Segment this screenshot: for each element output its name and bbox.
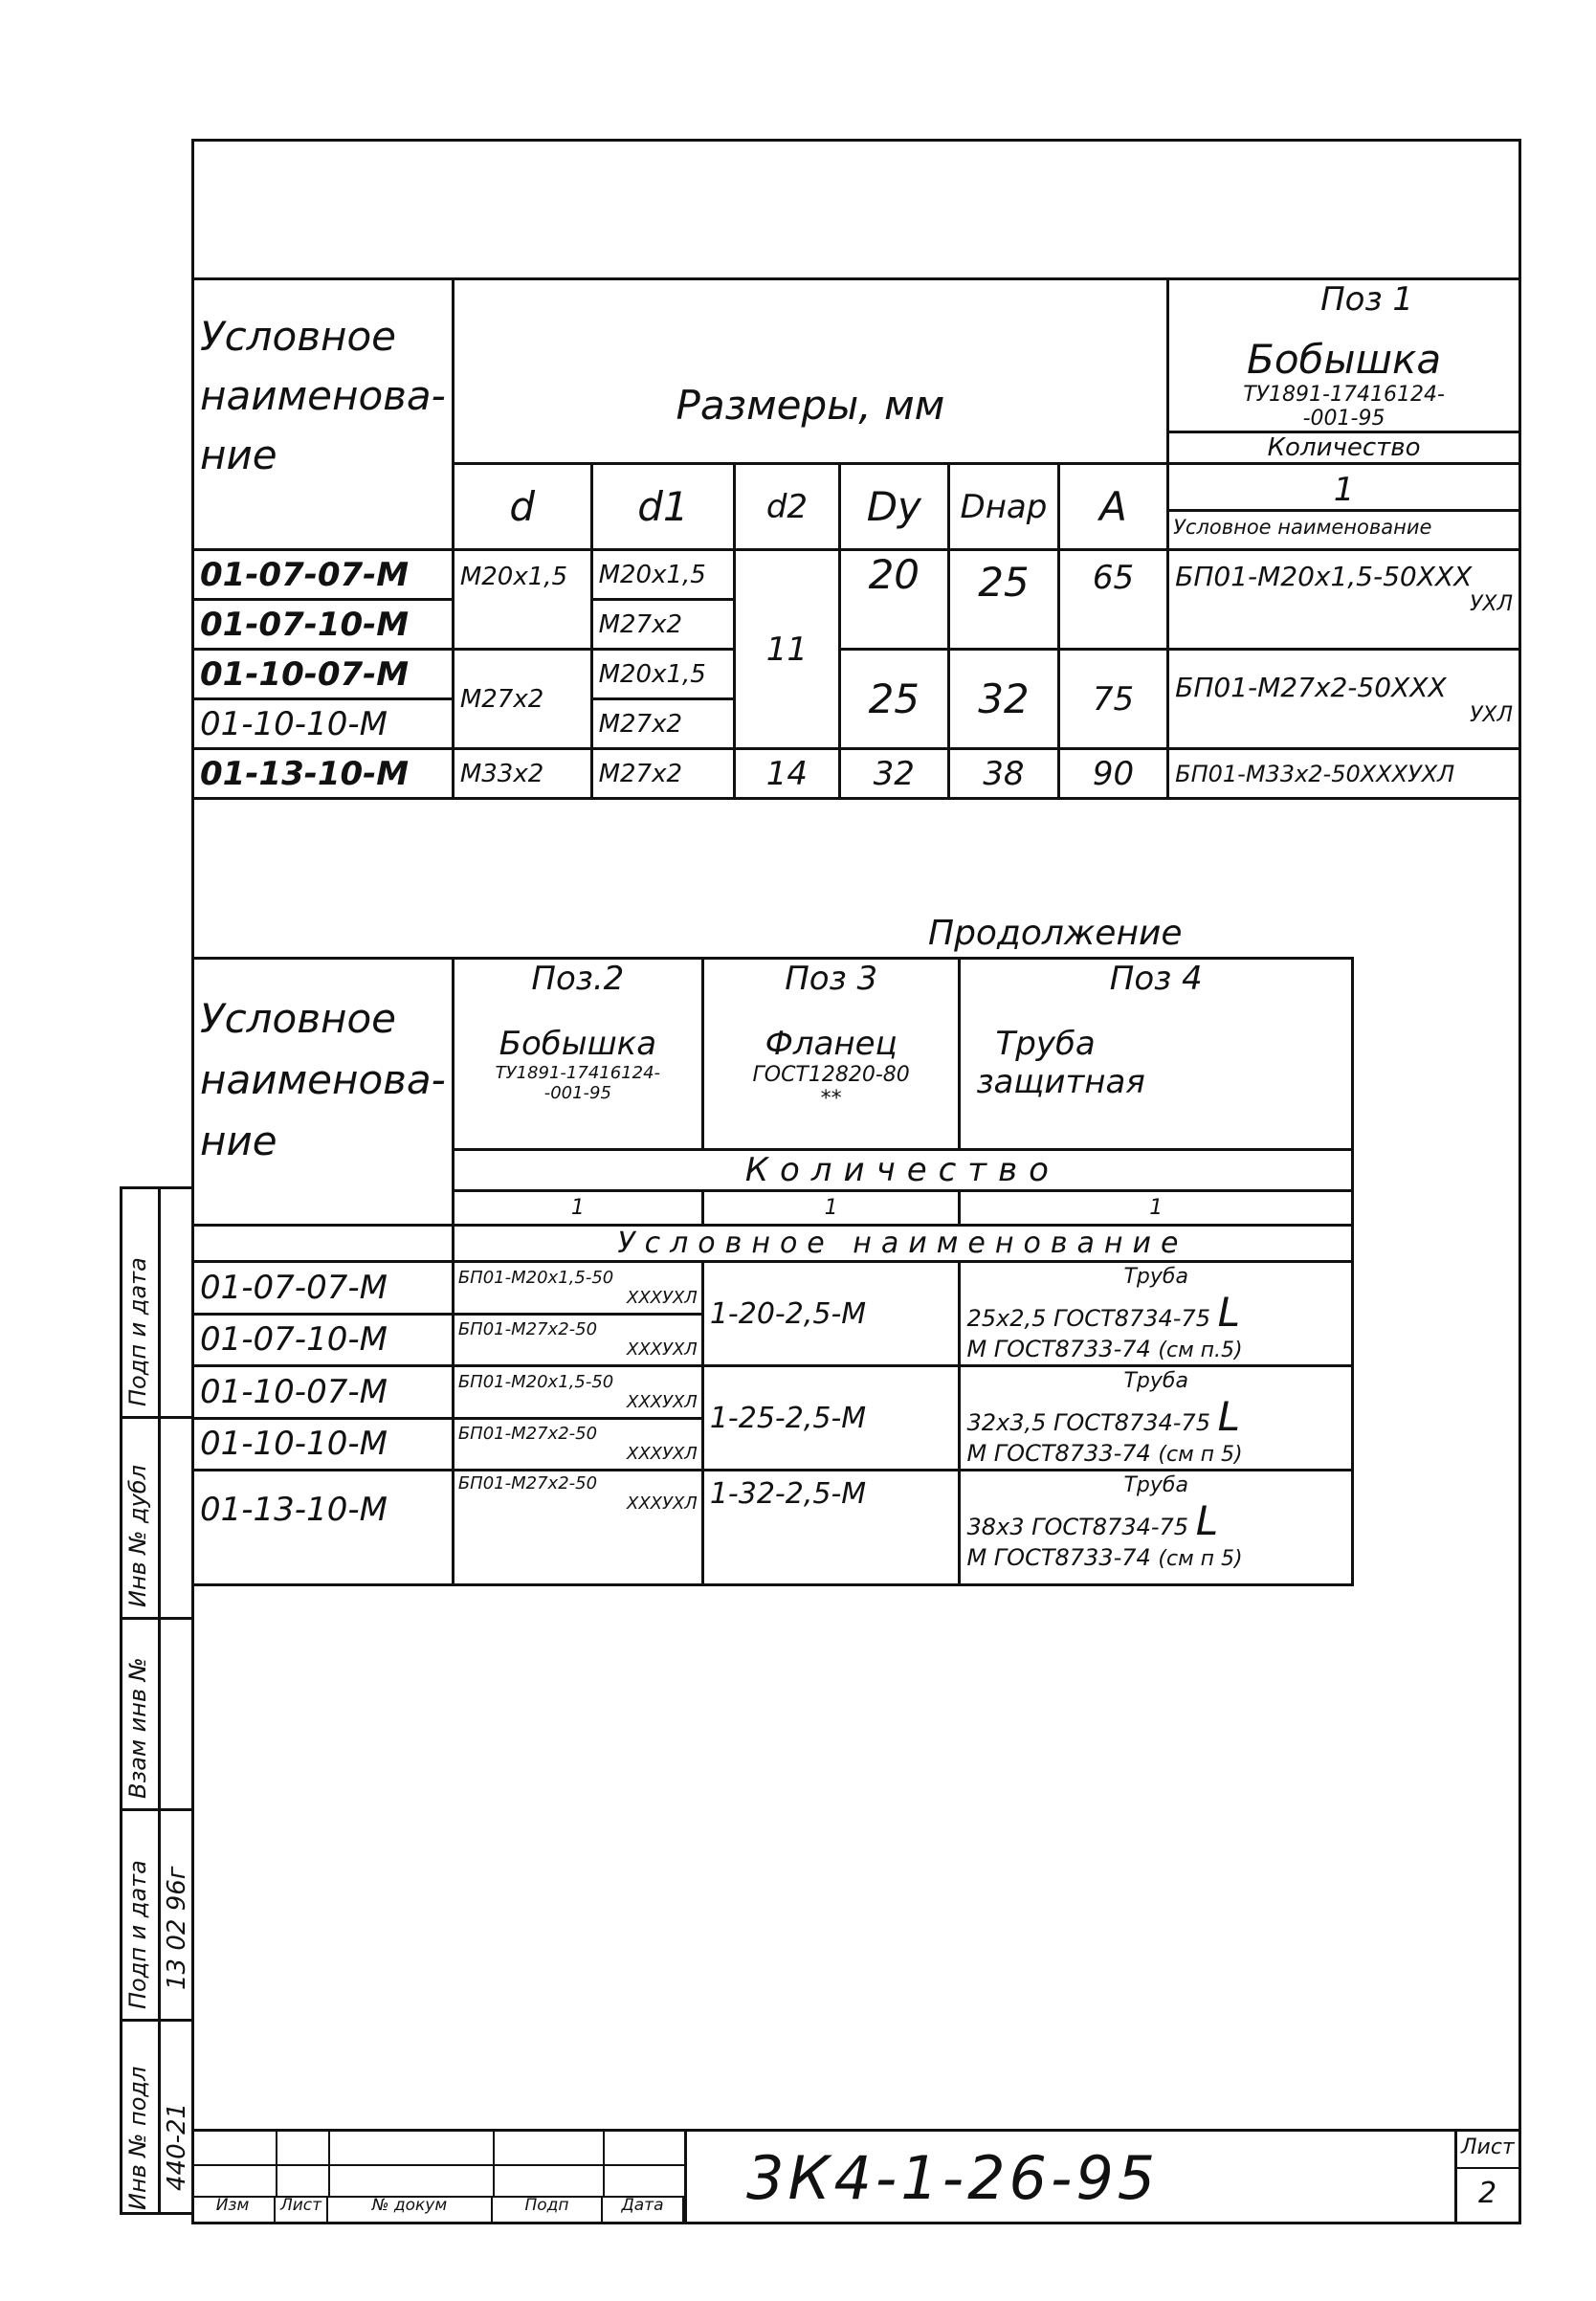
t2-row-pos4-title: Труба (1123, 1473, 1188, 1497)
t1-group2-dnar: 32 (949, 650, 1059, 749)
t2-row-pos2-a: БП01-М27х2-50 (457, 1319, 598, 1340)
t1-row-name: 01-13-10-М (193, 749, 454, 799)
t2-row-pos4-a: 38х3 ГОСТ8734-75 (966, 1514, 1189, 1540)
t1-group2-pos1-b: УХЛ (1469, 702, 1513, 727)
t1-row-d1: М20х1,5 (591, 650, 735, 699)
t1-row-d1: М27х2 (591, 699, 735, 749)
side-value-date: 13 02 96г (163, 1866, 191, 1990)
stamp-sheet-number: 2 (1478, 2177, 1497, 2210)
side-label-replace-inv: Взам инв № (124, 1657, 151, 1799)
pos3-header (702, 959, 960, 1150)
t1-row-d1: М27х2 (591, 600, 735, 650)
t2-qty3: 1 (702, 1191, 960, 1226)
components-table (191, 957, 1354, 1586)
stamp-col-line (276, 2129, 277, 2196)
pos1-spec2: -001-95 (1302, 407, 1385, 431)
side-stamp-line (120, 2019, 194, 2022)
col-d: d (453, 464, 591, 550)
stamp-list: Лист (276, 2196, 328, 2224)
pos2-title: Поз.2 (531, 960, 625, 998)
t2-row-pos2-a: БП01-М27х2-50 (457, 1424, 598, 1445)
t2-row-pos4-b: М ГОСТ8733-74 (966, 1544, 1151, 1571)
t2-g2-pos4-note: (см п 5) (1158, 1443, 1243, 1467)
side-label-sign-date: Подп и дата (124, 1257, 151, 1406)
pos1-name: Бобышка (1247, 336, 1442, 383)
pos3-name: Фланец (765, 1025, 898, 1063)
stamp-date: Дата (603, 2196, 684, 2224)
t2-g1-pos3: 1-20-2,5-М (702, 1262, 960, 1366)
dimensions-table (191, 277, 1521, 800)
t2-row-pos4-l: L (1195, 1497, 1219, 1544)
header-dims: Размеры, мм (453, 279, 1167, 464)
t2-g2-pos4-title: Труба (1123, 1369, 1188, 1393)
t1-group2-pos1 (1168, 650, 1520, 749)
t2-row-pos2-a: БП01-М20х1,5-50 (457, 1371, 614, 1392)
t2-row-name: 01-13-10-М (193, 1471, 454, 1585)
stamp-podp: Подп (493, 2196, 603, 2224)
t2-blank (193, 1226, 454, 1262)
t2-qty4: 1 (960, 1191, 1353, 1226)
t2-row-pos2 (453, 1262, 702, 1315)
t1-group2-a: 75 (1058, 650, 1167, 749)
t2-row-name: 01-07-07-М (193, 1262, 454, 1315)
t2-qty2: 1 (453, 1191, 702, 1226)
side-stamp-line (120, 1808, 194, 1811)
t1-row-dy: 32 (839, 749, 948, 799)
col-d1: d1 (591, 464, 735, 550)
t2-row-pos4-note: (см п 5) (1158, 1547, 1243, 1571)
pos1-cond-label: Условное наименование (1173, 516, 1432, 539)
t1-row-a: 90 (1058, 749, 1167, 799)
t1-row-name: 01-10-10-М (193, 699, 454, 749)
t2-row-pos2-b: ХХХУХЛ (627, 1391, 698, 1412)
col-a: A (1058, 464, 1167, 550)
side-stamp-line (120, 1416, 194, 1419)
pos4-name1: Труба (995, 1025, 1096, 1063)
header-name: Условное наименова-ние (193, 279, 454, 550)
pos1-spec1: ТУ1891-17416124- (1243, 383, 1445, 407)
t2-g1-pos4-title: Труба (1123, 1265, 1188, 1289)
pos1-header (1168, 279, 1520, 464)
t2-row-pos2 (453, 1418, 702, 1471)
t1-row-dnar: 38 (949, 749, 1059, 799)
stamp-izm: Изм (191, 2196, 276, 2224)
pos3-title: Поз 3 (785, 960, 878, 998)
pos2-spec2: -001-95 (543, 1083, 611, 1103)
pos4-header (960, 959, 1353, 1150)
pos4-name2: защитная (976, 1063, 1145, 1101)
t1-group2-pos1-a: БП01-М27х2-50ХХХ (1175, 671, 1447, 703)
t1-group1-pos1-a: БП01-М20х1,5-50ХХХ (1175, 561, 1473, 592)
stamp-col-line (493, 2129, 495, 2196)
side-label-sign-date2: Подп и дата (124, 1860, 151, 2009)
pos2-name: Бобышка (499, 1025, 657, 1063)
t2-g2-pos3: 1-25-2,5-М (702, 1366, 960, 1471)
t2-qty-label: Количество (453, 1150, 1352, 1191)
side-stamp-divider (158, 1186, 161, 2215)
t2-g2-pos4-a: 32х3,5 ГОСТ8734-75 (966, 1409, 1210, 1436)
t1-row-d1: М20х1,5 (591, 550, 735, 600)
t2-header-name: Условное наименова-ние (193, 959, 454, 1226)
t1-group1-pos1-b: УХЛ (1469, 592, 1513, 616)
t2-g2-pos4-l: L (1217, 1393, 1241, 1440)
t2-g1-pos4-a: 25х2,5 ГОСТ8734-75 (966, 1305, 1210, 1332)
side-value-inv: 440-21 (163, 2102, 191, 2191)
pos1-qty (1168, 464, 1520, 550)
t1-group1-dy: 20 (839, 550, 948, 650)
stamp-divider (1454, 2129, 1457, 2224)
t2-g1-pos4-b: М ГОСТ8733-74 (966, 1336, 1151, 1362)
t2-row-pos2 (453, 1366, 702, 1419)
document-code: 3К4-1-26-95 (746, 2143, 1160, 2213)
stamp-col-line (603, 2129, 605, 2196)
pos2-header (453, 959, 702, 1150)
t2-row-pos2-b: ХХХУХЛ (627, 1339, 698, 1361)
t1-group2-dy: 25 (839, 650, 948, 749)
t1-row-d1: М27х2 (591, 749, 735, 799)
t2-row-pos2-b: ХХХУХЛ (627, 1493, 698, 1514)
t1-group1-pos1 (1168, 550, 1520, 650)
pos1-qty-value: 1 (1169, 471, 1518, 512)
stamp-doc: № докум (328, 2196, 493, 2224)
t2-g2-pos4 (960, 1366, 1353, 1471)
t2-g1-pos4-note: (см п.5) (1158, 1339, 1243, 1362)
t1-group1-dnar: 25 (949, 550, 1059, 650)
pos4-title: Поз 4 (1109, 960, 1203, 998)
t1-group1-a: 65 (1058, 550, 1167, 650)
stamp-row-line (191, 2164, 684, 2166)
t1-row-d: М20х1,5 (453, 550, 591, 650)
t1-row-pos1: БП01-М33х2-50ХХХУХЛ (1168, 749, 1520, 799)
t2-row-pos2-b: ХХХУХЛ (627, 1287, 698, 1308)
t2-g1-pos4-l: L (1217, 1289, 1241, 1336)
t1-row-d2: 14 (735, 749, 839, 799)
t1-row-d: М27х2 (453, 650, 591, 749)
t2-g1-pos4 (960, 1262, 1353, 1366)
t2-row-pos4 (960, 1471, 1353, 1585)
t1-row-name: 01-10-07-М (193, 650, 454, 699)
t1-group-d2: 11 (735, 550, 839, 749)
t1-row-name: 01-07-10-М (193, 600, 454, 650)
side-stamp-line (120, 1617, 194, 1620)
t2-row-pos3: 1-32-2,5-М (702, 1471, 960, 1585)
stamp-col-line (328, 2129, 330, 2196)
pos1-qty-label: Количество (1169, 431, 1518, 462)
stamp-sheet-label: Лист (1461, 2135, 1515, 2159)
side-label-dup-inv: Инв № дубл (124, 1465, 151, 1607)
stamp-sheet-line (1454, 2167, 1521, 2169)
t2-row-pos2 (453, 1471, 702, 1585)
stamp-top-line (191, 2129, 1521, 2132)
col-dnar: Dнар (949, 464, 1059, 550)
t1-row-d: М33х2 (453, 749, 591, 799)
stamp-divider (684, 2129, 687, 2224)
t2-row-name: 01-10-10-М (193, 1418, 454, 1471)
col-dy: Dу (839, 464, 948, 550)
side-label-orig-inv: Инв № подл (124, 2066, 151, 2210)
t2-row-name: 01-07-10-М (193, 1314, 454, 1366)
t2-row-pos2-b: ХХХУХЛ (627, 1444, 698, 1465)
t2-cond-label: Условное наименование (453, 1226, 1352, 1262)
continuation-label: Продолжение (928, 914, 1183, 953)
t2-row-name: 01-10-07-М (193, 1366, 454, 1419)
col-d2: d2 (735, 464, 839, 550)
pos2-spec1: ТУ1891-17416124- (495, 1063, 661, 1083)
t2-row-pos2-a: БП01-М20х1,5-50 (457, 1267, 614, 1288)
t2-row-pos2-a: БП01-М27х2-50 (457, 1473, 598, 1493)
pos3-mark: ** (820, 1087, 842, 1111)
pos3-spec: ГОСТ12820-80 (752, 1063, 910, 1087)
pos1-title: Поз 1 (1320, 280, 1413, 319)
t2-row-pos2 (453, 1314, 702, 1366)
t2-g2-pos4-b: М ГОСТ8733-74 (966, 1440, 1151, 1467)
t1-row-name: 01-07-07-М (193, 550, 454, 600)
